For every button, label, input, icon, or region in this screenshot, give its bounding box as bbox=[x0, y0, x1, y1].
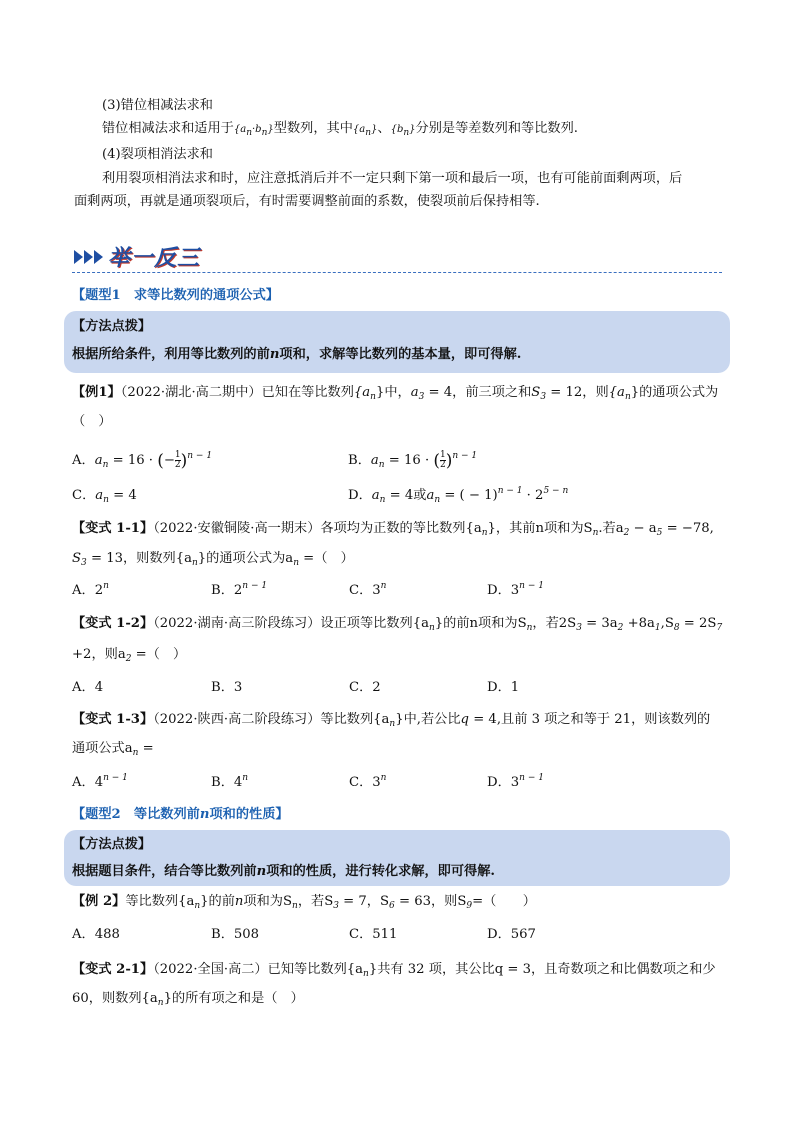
variant-1-3-line1: 【变式 1-3】（2022·陕西·高二阶段练习）等比数列$\{a_n\}$中,若公比q = 4,且前 3 项之和等于 21，则该数列的 bbox=[72, 712, 711, 729]
variant-1-2-line1: 【变式 1-2】（2022·湖南·高三阶段练习）设正项等比数列$\{a_n\}$的前n项和为$S_n$，若$2S_3 = 3a_2 +8a_1,S_8 = 2S_7$ bbox=[72, 616, 723, 633]
variant-1-1-line1: 【变式 1-1】（2022·安徽铜陵·高一期末）各项均为正数的等比数列$\{a_n\}$，其前n项和为$S_n$.若$a_2 - a_5 = -78$, bbox=[72, 521, 714, 538]
chevron-icon bbox=[74, 250, 83, 264]
variant-2-1-line1: 【变式 2-1】（2022·全国·高二）已知等比数列$\{a_n\}$共有 32 项，其公比q = 3，且奇数项之和比偶数项之和少 bbox=[72, 962, 716, 979]
section-4-text-line1: 利用裂项相消法求和时，应注意抵消后并不一定只剩下第一项和最后一项，也有可能前面剩两项，后 bbox=[102, 171, 683, 186]
banner-title: 举一反三 bbox=[108, 246, 201, 271]
variant-1-3-option-c[interactable]: C．3$^n$ bbox=[349, 773, 387, 790]
chevron-icon bbox=[94, 250, 103, 264]
variant-1-3-option-a[interactable]: A．$4^{n - 1}$ bbox=[72, 773, 128, 790]
example-1-stem: 【例1】（2022·湖北·高二期中）已知在等比数列$\{a_n\}$中，$a_3 = 4$，前三项之和$S_3 = 12$，则$\{a_n\}$的通项公式为 bbox=[72, 385, 719, 402]
variant-1-1-option-a[interactable]: A．2$^n$ bbox=[72, 581, 109, 598]
example-2-option-a[interactable]: A．488 bbox=[72, 927, 120, 942]
variant-1-1-option-d[interactable]: D．$3^{n - 1}$ bbox=[487, 581, 544, 598]
example-2-option-b[interactable]: B．508 bbox=[211, 927, 260, 942]
variant-1-2-option-d[interactable]: D．1 bbox=[487, 680, 520, 695]
variant-1-3-line2: 通项公式$a_n$ = bbox=[72, 741, 154, 758]
type2-method-title: 【方法点拨】 bbox=[72, 837, 152, 852]
example-1-option-a[interactable]: A．$a_n = 16$ · (− $\frac{1}{2}$ )$^{n - 1}$ bbox=[72, 450, 213, 471]
section-4-text-line2: 面剩两项，再就是通项裂项后，有时需要调整前面的系数，使裂项前后保持相等. bbox=[74, 194, 540, 209]
variant-2-1-line2: 60，则数列$\{a_n\}$的所有项之和是（ ） bbox=[72, 991, 304, 1008]
section-4-heading: (4)裂项相消法求和 bbox=[102, 147, 213, 162]
type1-method-text: 根据所给条件，利用等比数列的前n项和，求解等比数列的基本量，即可得解. bbox=[72, 347, 522, 362]
variant-1-3-option-d[interactable]: D．$3^{n - 1}$ bbox=[487, 773, 544, 790]
example-1-option-c[interactable]: C．$a_n = 4$ bbox=[72, 488, 137, 505]
variant-1-2-option-a[interactable]: A．4 bbox=[72, 680, 104, 695]
section-3-heading: (3)错位相减法求和 bbox=[102, 98, 213, 113]
example-2-option-c[interactable]: C．511 bbox=[349, 927, 398, 942]
example-2-stem: 【例 2】等比数列$\{a_n\}$的前n项和为$S_n$，若$S_3 = 7$，$S_6 = 63$，则$S_9=$（ ） bbox=[72, 894, 536, 911]
variant-1-2-line2: +2，则$a_2$ =（ ） bbox=[72, 647, 187, 664]
variant-1-1-option-b[interactable]: B．$2^{n - 1}$ bbox=[211, 581, 268, 598]
example-2-option-d[interactable]: D．567 bbox=[487, 927, 536, 942]
type2-heading: 【题型2 等比数列前n项和的性质】 bbox=[72, 807, 289, 822]
type1-heading: 【题型1 求等比数列的通项公式】 bbox=[72, 288, 279, 303]
section-3-text: 错位相减法求和适用于$\{a_n\cdot b_n\}$型数列，其中$\{a_n\}$、$\{b_n\}$分别是等差数列和等比数列. bbox=[102, 121, 578, 138]
variant-1-3-option-b[interactable]: B．4$^n$ bbox=[211, 773, 249, 790]
type1-method-title: 【方法点拨】 bbox=[72, 319, 152, 334]
example-1-paren: （ ） bbox=[72, 414, 112, 429]
type2-method-text: 根据题目条件，结合等比数列前n项和的性质，进行转化求解，即可得解. bbox=[72, 864, 495, 879]
variant-1-2-option-c[interactable]: C．2 bbox=[349, 680, 381, 695]
banner-divider bbox=[72, 272, 722, 273]
variant-1-2-option-b[interactable]: B．3 bbox=[211, 680, 243, 695]
example-1-option-b[interactable]: B．$a_n = 16$ · ( $\frac{1}{2}$ )$^{n - 1}$ bbox=[348, 450, 478, 471]
variant-1-1-option-c[interactable]: C．3$^n$ bbox=[349, 581, 387, 598]
example-1-option-d[interactable]: D．$a_n = 4$或$a_n$ = ( − $1)^{n - 1} \cdot 2^{5 - n}$ bbox=[348, 486, 569, 505]
variant-1-1-line2: $S_3 = 13$，则数列$\{a_n\}$的通项公式为$a_n$ =（ ） bbox=[72, 551, 354, 568]
chevron-icon bbox=[84, 250, 93, 264]
